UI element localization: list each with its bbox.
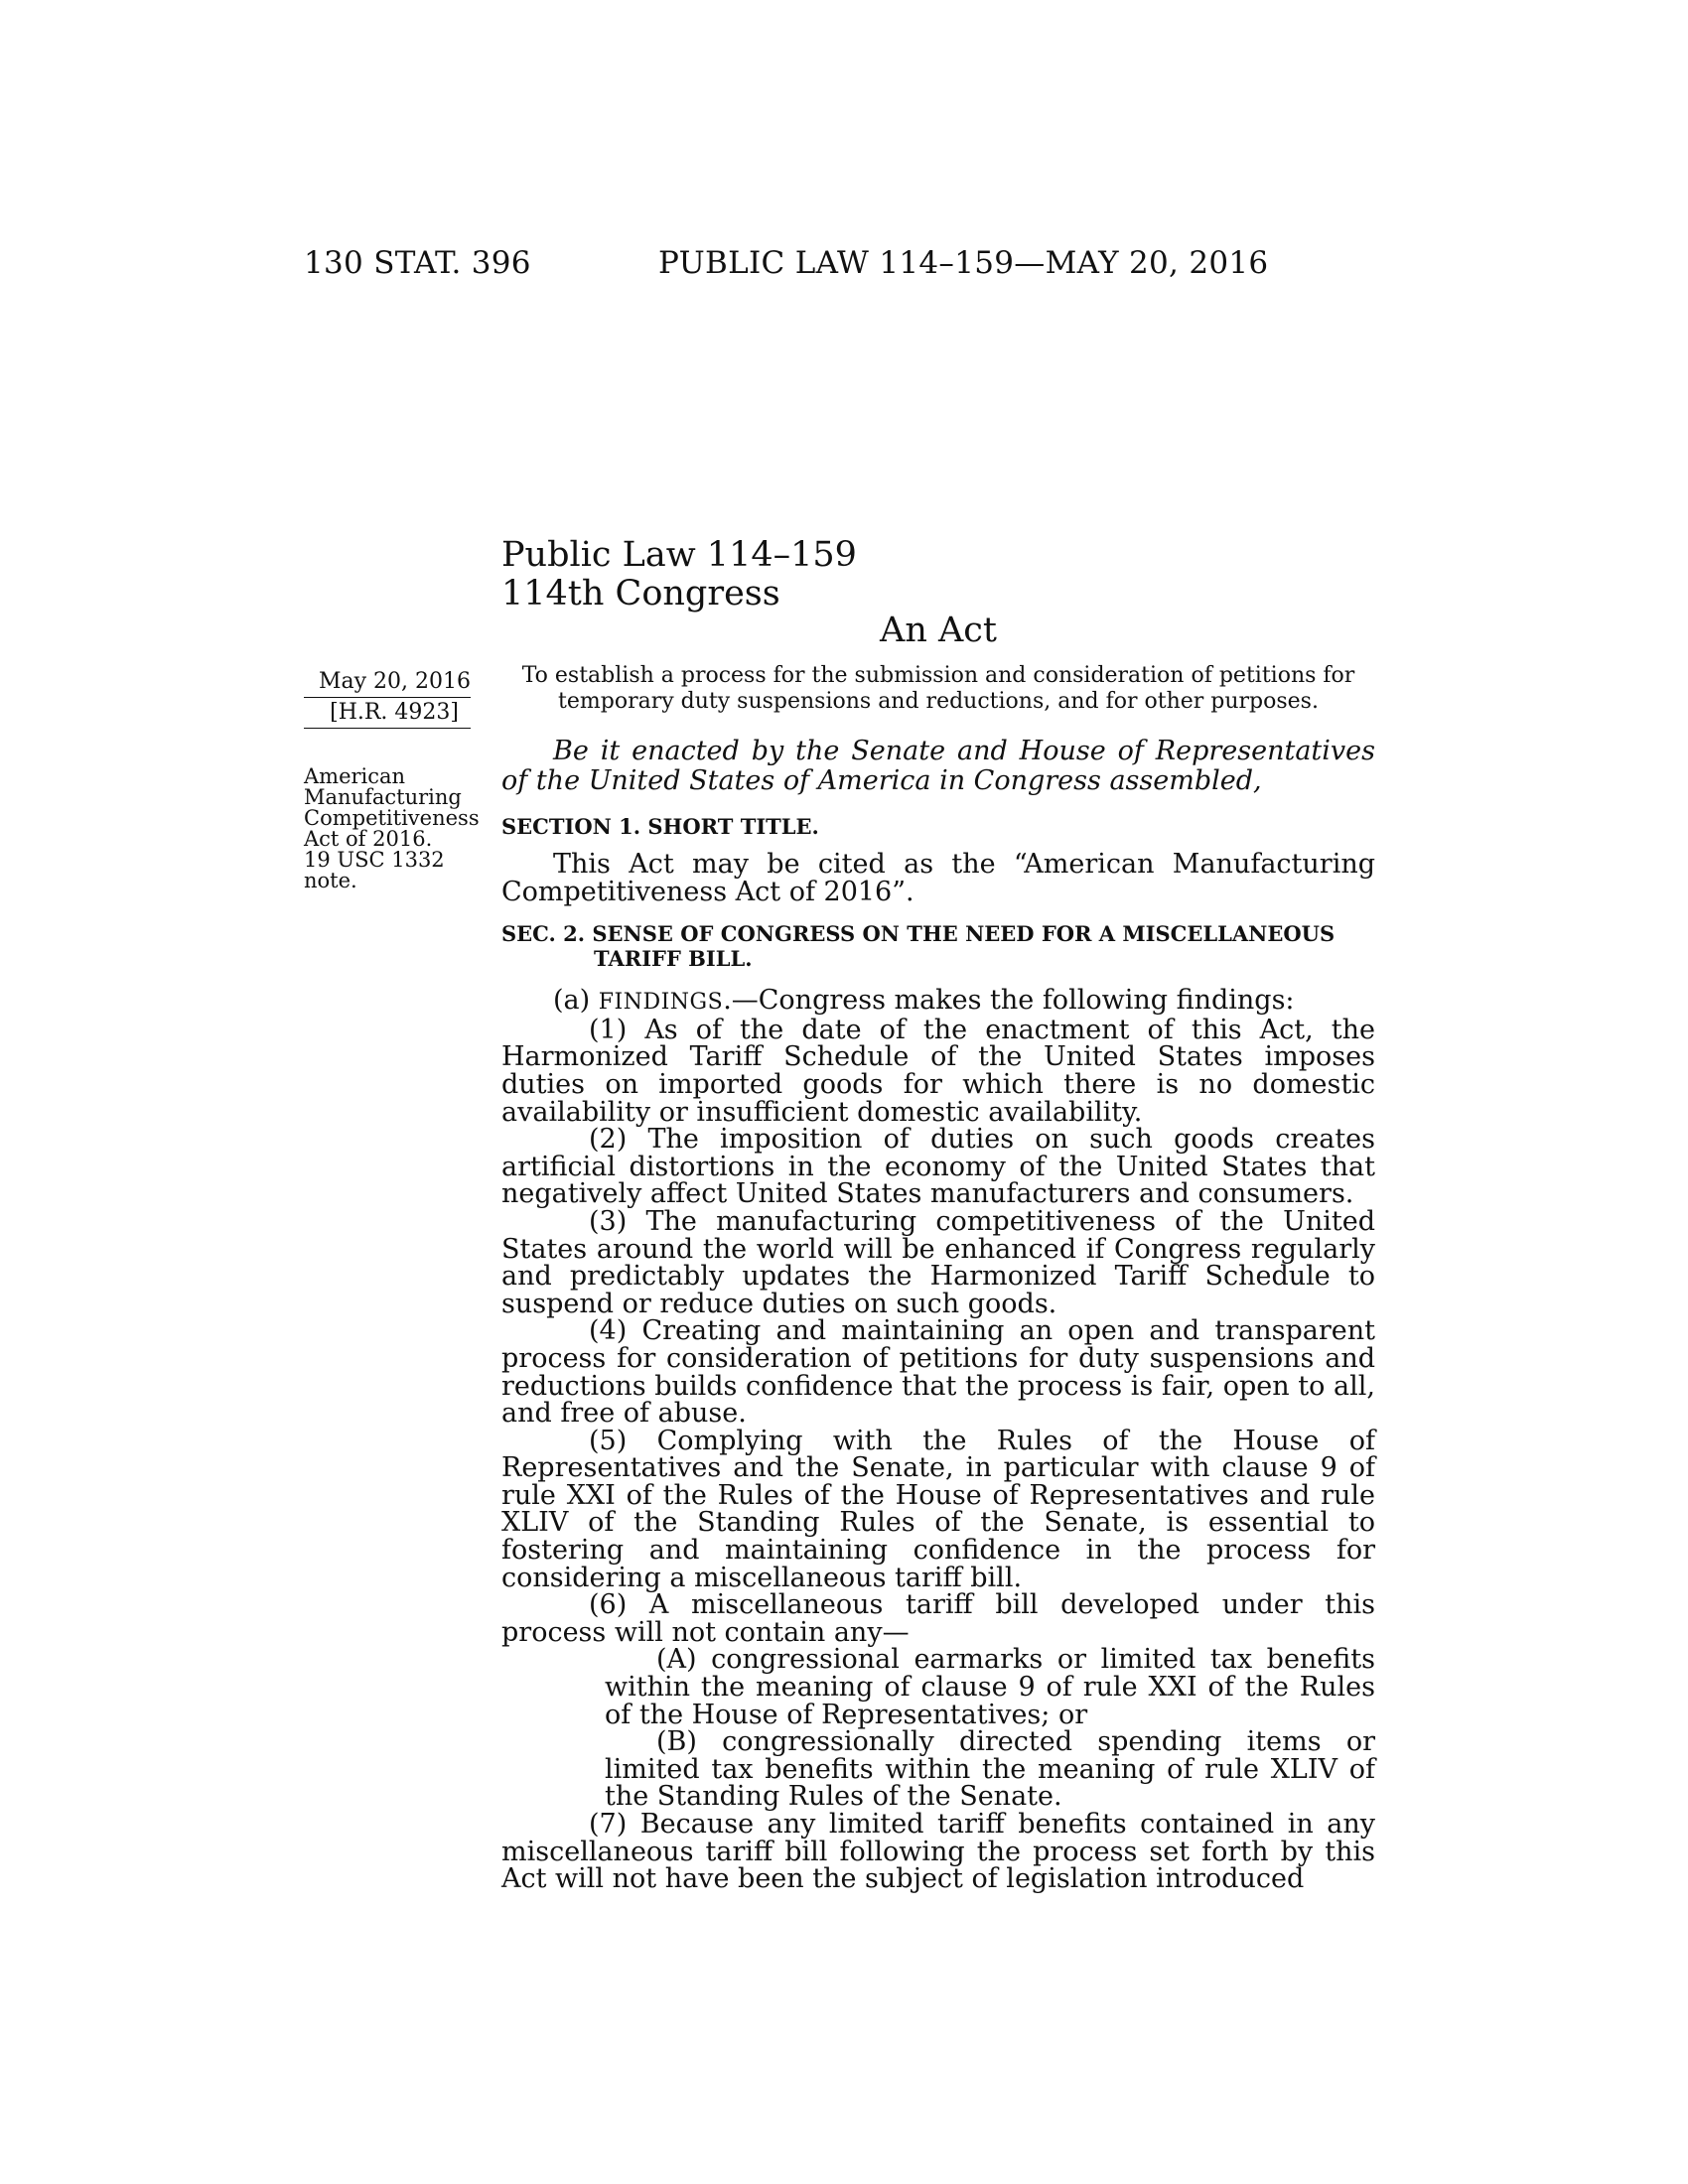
section-1-text: This Act may be cited as the “American Manufacturing Competitiveness Act of 2016”. — [501, 849, 1375, 907]
finding-6-a: (A) congressional earmarks or limited tax benefits within the meaning of clause 9 of rule XXI of the Rules of the House of Representatives; or — [605, 1644, 1375, 1730]
finding-5: (5) Complying with the Rules of the House of Representatives and the Senate, in particular with clause 9 of rule XXI of the Rules of the House of Representatives and rule XLIV of the Standing Rules of the Senate, is essential to fostering and maintaining confidence in the process for considering a miscellaneous tariff bill. — [501, 1425, 1375, 1593]
an-act-heading: An Act — [880, 611, 997, 650]
bill-number: [H.R. 4923] — [330, 700, 459, 725]
public-law-number: Public Law 114–159 — [501, 535, 857, 575]
margin-note-line: American — [304, 764, 406, 788]
finding-2: (2) The imposition of duties on such goods creates artificial distortions in the economy of the United States that negatively affect United States manufacturers and consumers. — [501, 1124, 1375, 1210]
enactment-date: May 20, 2016 — [318, 669, 471, 694]
margin-note-line: note. — [304, 869, 357, 892]
purpose-statement: To establish a process for the submission and consideration of petitions for temporary duty suspensions and reductions, and for other purposes. — [521, 663, 1355, 714]
act-body — [501, 663, 1375, 1893]
margin-rule — [304, 728, 471, 729]
margin-note-line: Manufacturing — [304, 785, 462, 809]
margin-note-line: 19 USC 1332 — [304, 848, 445, 872]
finding-4: (4) Creating and maintaining an open and transparent process for consideration of petitions for duty suspensions and reductions builds confidence that the process is fair, open to all, and free of abuse. — [501, 1315, 1375, 1430]
margin-note-line: Competitiveness — [304, 806, 480, 830]
finding-1: (1) As of the date of the enactment of this Act, the Harmonized Tariff Schedule of the United States imposes duties on imported goods for which there is no domestic availability or insufficient domestic availability. — [501, 1014, 1375, 1128]
margin-date-block — [304, 667, 471, 729]
section-1-heading: SECTION 1. SHORT TITLE. — [501, 814, 819, 839]
margin-note — [304, 766, 483, 891]
congress-number: 114th Congress — [501, 574, 780, 614]
enacting-clause: Be it enacted by the Senate and House of Representatives of the United States of America in Congress assembled, — [501, 736, 1375, 796]
subsection-a-text: .—Congress makes the following findings: — [723, 985, 1295, 1017]
finding-3: (3) The manufacturing competitiveness of the United States around the world will be enhanced if Congress regularly and predictably updates the Harmonized Tariff Schedule to suspend or reduce duties on such goods. — [501, 1205, 1375, 1319]
section-2-heading: SEC. 2. SENSE OF CONGRESS ON THE NEED FOR A MISCELLANEOUS TARIFF BILL. — [501, 921, 1336, 972]
title-block — [501, 536, 857, 614]
running-header: PUBLIC LAW 114–159—MAY 20, 2016 — [658, 245, 1269, 281]
margin-note-line: Act of 2016. — [304, 827, 433, 851]
subsection-a — [501, 987, 1375, 1017]
page-stat-citation: 130 STAT. 396 — [304, 245, 531, 281]
subsection-a-caption: FINDINGS — [598, 990, 724, 1016]
finding-6-b: (B) congressionally directed spending items or limited tax benefits within the meaning of rule XLIV of the Standing Rules of the Senate. — [605, 1726, 1375, 1813]
finding-6: (6) A miscellaneous tariff bill developed under this process will not contain any— — [501, 1589, 1375, 1648]
subsection-a-label: (a) — [553, 985, 599, 1017]
finding-7: (7) Because any limited tariff benefits contained in any miscellaneous tariff bill following the process set forth by this Act will not have been the subject of legislation introduced — [501, 1809, 1375, 1895]
